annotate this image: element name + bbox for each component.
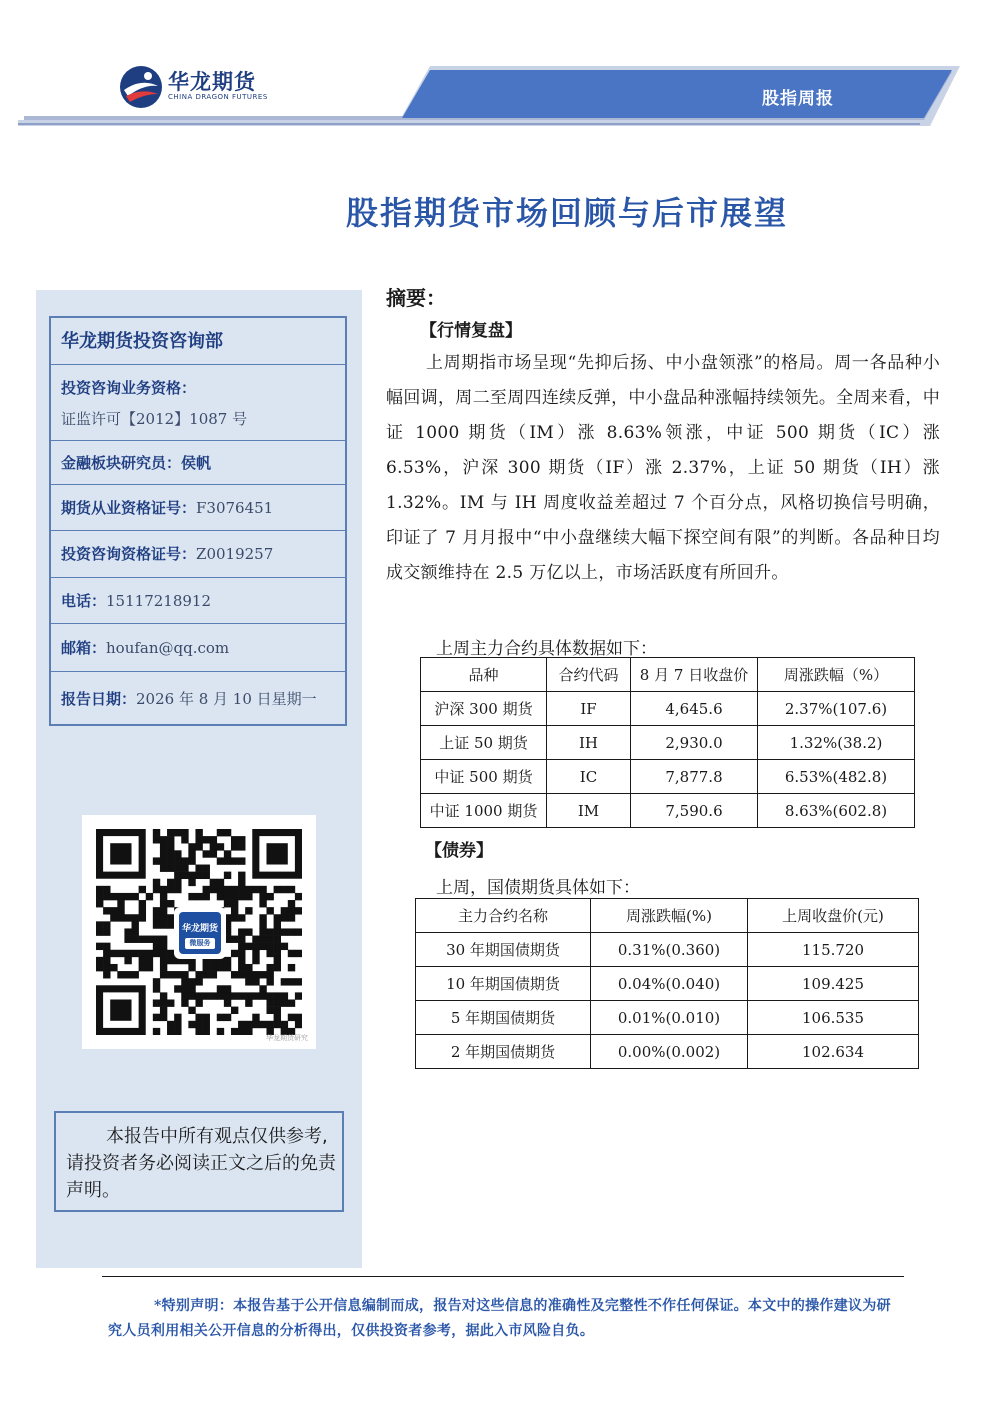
table-header-cell: 8 月 7 日收盘价	[631, 658, 758, 692]
table-row	[416, 967, 919, 1001]
invest-cert-label: 投资咨询资格证号：	[61, 545, 197, 563]
company-logo-english: CHINA DRAGON FUTURES	[168, 93, 268, 101]
disclaimer-notice-text: 本报告中所有观点仅供参考,请投资者务必阅读正文之后的免责声明。	[66, 1126, 336, 1201]
table-header-cell: 合约代码	[547, 658, 631, 692]
table-cell: 106.535	[748, 1001, 919, 1035]
qualification-value: 证监许可【2012】1087 号	[61, 410, 248, 428]
phone-value: 15117218912	[106, 592, 211, 610]
page-title: 股指期货市场回顾与后市展望	[345, 194, 788, 232]
company-logo-icon	[118, 64, 164, 110]
table-cell: IF	[547, 692, 631, 726]
index-futures-table	[420, 657, 915, 828]
table-cell: 0.01%(0.010)	[591, 1001, 748, 1035]
report-type-label: 股指周报	[762, 89, 834, 109]
table-cell: 30 年期国债期货	[416, 933, 591, 967]
market-review-paragraph: 上周期指市场呈现“先抑后扬、中小盘领涨”的格局。周一各品种小幅回调，周二至周四连续反弹，中小盘品种涨幅持续领先。全周来看，中证 1000 期货（IM）涨 8.63%领涨，中证 500 期货（IC）涨 6.53%，沪深 300 期货（IF）涨 2.37%，上证 50 期货（IH）涨 1.32%。IM 与 IH 周度收益差超过 7 个百分点，风格切换信号明确，印证了 7 月月报中“中小盘继续大幅下探空间有限”的判断。各品种日均成交额维持在 2.5 万亿以上，市场活跃度有所回升。	[386, 353, 940, 583]
table-cell: 7,877.8	[631, 760, 758, 794]
email-row	[51, 624, 347, 672]
futures-cert-value: F3076451	[196, 499, 274, 517]
table-cell: IC	[547, 760, 631, 794]
qr-caption: 华龙期货研究	[266, 1034, 308, 1042]
table-cell: 115.720	[748, 933, 919, 967]
table-cell: 109.425	[748, 967, 919, 1001]
qualification-row	[51, 365, 347, 441]
futures-cert-label: 期货从业资格证号：	[61, 499, 197, 517]
report-date-label: 报告日期：	[61, 690, 137, 708]
table-header-row	[421, 658, 915, 692]
phone-row	[51, 578, 347, 624]
futures-cert-row	[51, 485, 347, 531]
table-cell: 上证 50 期货	[421, 726, 547, 760]
contact-info-box	[49, 316, 347, 726]
department-name: 华龙期货投资咨询部	[51, 318, 347, 365]
table-cell: 6.53%(482.8)	[758, 760, 915, 794]
qr-badge-title: 华龙期货	[181, 924, 218, 934]
market-review-heading: 【行情复盘】	[420, 321, 522, 341]
company-logo-text: 华龙期货	[168, 70, 256, 94]
phone-label: 电话：	[61, 592, 107, 610]
footer-divider	[102, 1276, 904, 1277]
table-header-cell: 周涨跌幅（%）	[758, 658, 915, 692]
table-cell: 2.37%(107.6)	[758, 692, 915, 726]
table-cell: 0.00%(0.002)	[591, 1035, 748, 1069]
table-row	[416, 1001, 919, 1035]
table-cell: 0.31%(0.360)	[591, 933, 748, 967]
table-cell: 10 年期国债期货	[416, 967, 591, 1001]
table-cell: 5 年期国债期货	[416, 1001, 591, 1035]
disclaimer-notice-box	[54, 1111, 344, 1212]
table-cell: 0.04%(0.040)	[591, 967, 748, 1001]
bond-heading: 【债券】	[425, 841, 493, 861]
table-cell: 4,645.6	[631, 692, 758, 726]
email-label: 邮箱：	[61, 639, 107, 657]
table-cell: 1.32%(38.2)	[758, 726, 915, 760]
table-header-row	[416, 899, 919, 933]
table-row	[421, 692, 915, 726]
invest-cert-value: Z0019257	[196, 545, 274, 563]
index-table-intro: 上周主力合约具体数据如下：	[436, 639, 657, 659]
table-cell: 中证 1000 期货	[421, 794, 547, 828]
table-cell: 中证 500 期货	[421, 760, 547, 794]
table-cell: 7,590.6	[631, 794, 758, 828]
qr-code[interactable]	[82, 815, 316, 1049]
qualification-label: 投资咨询业务资格：	[61, 379, 197, 397]
researcher-label: 金融板块研究员：	[61, 454, 182, 472]
invest-cert-row	[51, 531, 347, 578]
table-cell: IH	[547, 726, 631, 760]
table-cell: 2 年期国债期货	[416, 1035, 591, 1069]
table-cell: 沪深 300 期货	[421, 692, 547, 726]
email-value[interactable]: houfan@qq.com	[106, 639, 230, 657]
table-cell: 2,930.0	[631, 726, 758, 760]
table-row	[416, 1035, 919, 1069]
report-date-value: 2026 年 8 月 10 日星期一	[136, 690, 317, 708]
table-cell: IM	[547, 794, 631, 828]
report-date-row	[51, 672, 347, 726]
bond-futures-table	[415, 898, 919, 1069]
table-row	[421, 726, 915, 760]
table-header-cell: 主力合约名称	[416, 899, 591, 933]
researcher-name: 侯帆	[181, 454, 212, 472]
table-cell: 102.634	[748, 1035, 919, 1069]
table-header-cell: 周涨跌幅(%)	[591, 899, 748, 933]
table-header-cell: 品种	[421, 658, 547, 692]
bond-table-intro: 上周，国债期货具体如下：	[436, 878, 640, 898]
table-cell: 8.63%(602.8)	[758, 794, 915, 828]
summary-heading: 摘要：	[386, 286, 446, 310]
table-header-cell: 上周收盘价(元)	[748, 899, 919, 933]
table-row	[421, 794, 915, 828]
qr-center-logo	[174, 907, 226, 959]
footer-disclaimer: *特别声明：本报告基于公开信息编制而成，报告对这些信息的准确性及完整性不作任何保证。本文中的操作建议为研究人员利用相关公开信息的分析得出，仅供投资者参考，据此入市风险自负。	[108, 1298, 891, 1339]
table-row	[421, 760, 915, 794]
researcher-row	[51, 441, 347, 485]
table-row	[416, 933, 919, 967]
qr-badge-subtitle: 微服务	[185, 938, 215, 949]
